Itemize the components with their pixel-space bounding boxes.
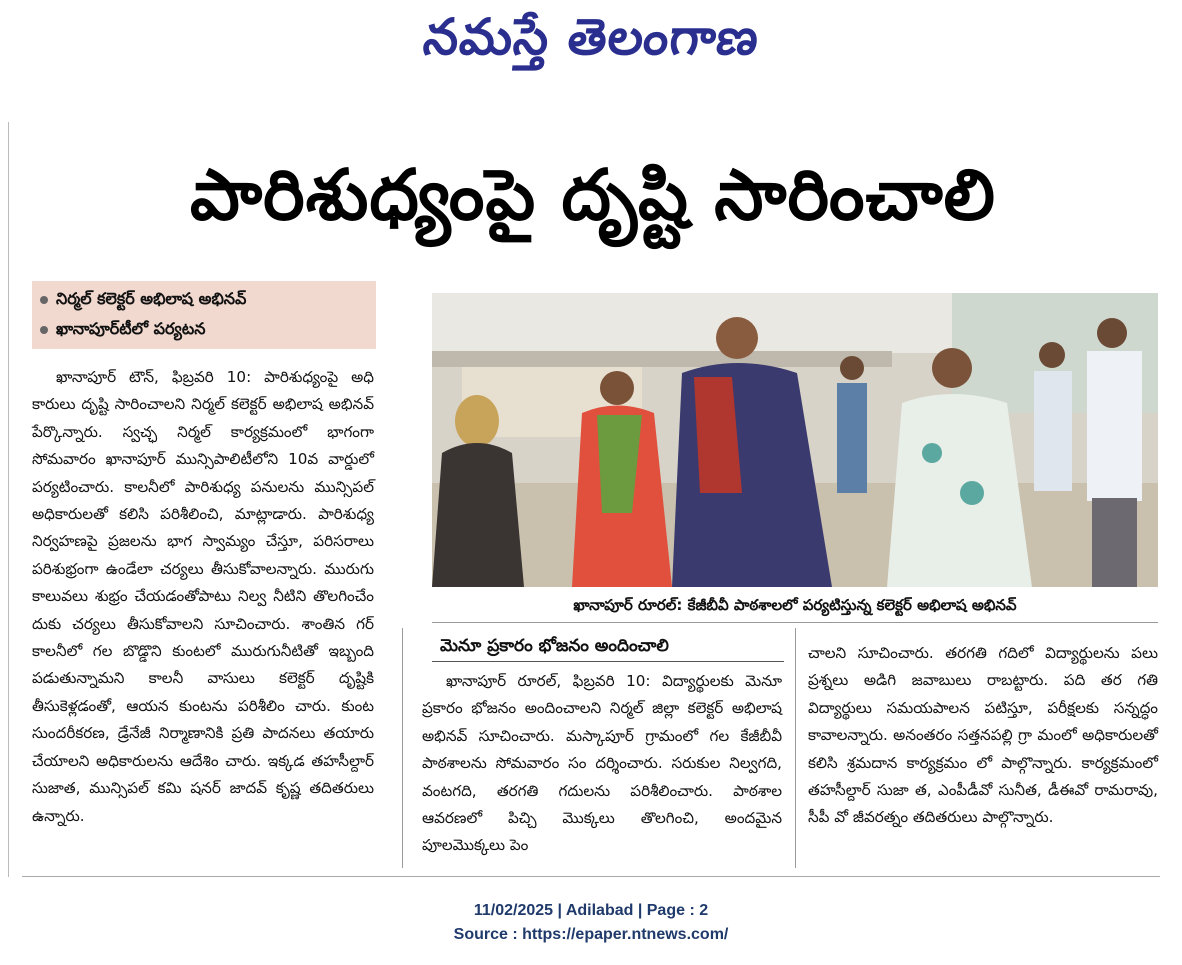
headline: పారిశుధ్యంపై దృష్టి సారించాలి xyxy=(190,154,996,236)
footer-date-edition: 11/02/2025 | Adilabad | Page : 2 xyxy=(473,902,709,919)
subhead-2: ఖానాపూర్‌టీలో పర్యటన xyxy=(40,319,205,342)
news-photo xyxy=(432,293,1158,587)
bullet-icon xyxy=(40,296,48,304)
article-middle-column xyxy=(422,668,782,860)
footer-source-link[interactable]: Source : https://epaper.ntnews.com/ xyxy=(453,926,729,943)
article-left-column xyxy=(32,364,374,830)
subhead-1: నిర్మల్ కలెక్టర్ అభిలాష అభినవ్ xyxy=(40,289,246,312)
caption-rule xyxy=(432,622,1158,623)
article-right-column xyxy=(808,640,1158,832)
article-left-text: ఖానాపూర్ టౌన్, ఫిబ్రవరి 10: పారిశుధ్యంపై అధి కారులు దృష్టి సారించాలని నిర్మల్ కలెక్టర్ అభిలాష అభినవ్ పేర్కొన్నారు. స్వచ్ఛ నిర్మల్ కార్యక్రమంలో భాగంగా సోమవారం ఖానాపూర్ మున్సిపాలిటీలోని 10వ వార్డులో పర్యటించారు. కాలనీలో పారిశుధ్య పనులను మున్సిపల్ అధికారులతో కలిసి పరిశీలించి, మాట్లాడారు. పారిశుధ్య నిర్వహణపై ప్రజలను భాగ స్వామ్యం చేస్తూ, పరిసరాలు పరిశుభ్రంగా ఉండేలా చర్యలు తీసుకోవాలన్నారు. మురుగు కాలువలు శుభ్రం చేయడంతోపాటు నిల్వ నీటిని తొలగించేం దుకు చర్యలు తీసుకోవాలని సూచించారు. శాంతిన గర్ కాలనీలో గల బొడ్డొని కుంటలో మురుగునీటితో ఇబ్బంది పడుతున్నామని కాలనీ వాసులు కలెక్టర్ దృష్టికి తీసుకెళ్లడంతో, ఆయన కుంటను పరిశీలిం చారు. కుంట సుందరీకరణ, డ్రేనేజీ నిర్మాణానికి ప్రతి పాదనలు తయారు చేయాలని అధికారులను ఆదేశిం చారు. ఇక్కడ తహసీల్దార్ సుజాత, మున్సిపల్ కమి షనర్ జాదవ్ కృష్ణ తదితరులు ఉన్నారు. xyxy=(32,368,374,825)
masthead xyxy=(0,0,1182,82)
page-bottom-rule xyxy=(22,876,1160,877)
photo-illustration xyxy=(432,293,1158,587)
section-title: మెనూ ప్రకారం భోజనం అందించాలి xyxy=(440,636,669,656)
subheads-box xyxy=(32,281,376,349)
column-divider xyxy=(402,628,403,868)
section-title-rule xyxy=(432,661,784,662)
page-frame-left xyxy=(8,122,9,877)
column-divider xyxy=(795,628,796,868)
photo-caption: ఖానాపూర్ రూరల్: కేజీబీవీ పాఠశాలలో పర్యటిస్తున్న కలెక్టర్ అభిలాష అభినవ్ xyxy=(573,596,1017,614)
newspaper-logo: నమస్తే తెలంగాణ xyxy=(420,8,763,66)
article-middle-text: ఖానాపూర్ రూరల్, ఫిబ్రవరి 10: విద్యార్థులకు మెనూ ప్రకారం భోజనం అందించాలని నిర్మల్ జిల్లా కలెక్టర్ అభిలాష అభినవ్ సూచించారు. మస్కాపూర్ గ్రామంలో గల కేజీబీవీ పాఠశాలను సోమవారం సం దర్శించారు. సరుకుల నిల్వగది, వంటగది, తరగతి గదులను పరిశీలించారు. పాఠశాల ఆవరణలో పిచ్చి మొక్కలు తొలగించి, అందమైన పూలమొక్కలు పెం xyxy=(422,672,782,855)
article-right-text: చాలని సూచించారు. తరగతి గదిలో విద్యార్థులను పలు ప్రశ్నలు అడిగి జవాబులు రాబట్టారు. పది తర గతి విద్యార్థులు సమయపాలన పటిస్తూ, పరీక్షలకు సన్నద్ధం కావాలన్నారు. అనంతరం సత్తనపల్లి గ్రా మంలో అధికారులతో కలిసి శ్రమదాన కార్యక్రమం లో పాల్గొన్నారు. కార్యక్రమంలో తహసీల్దార్ సుజా త, ఎంపీడీవో సునీత, డీఈవో రామరావు, సీపీ వో జీవరత్నం తదితరులు పాల్గొన్నారు. xyxy=(808,644,1158,827)
bullet-icon xyxy=(40,326,48,334)
